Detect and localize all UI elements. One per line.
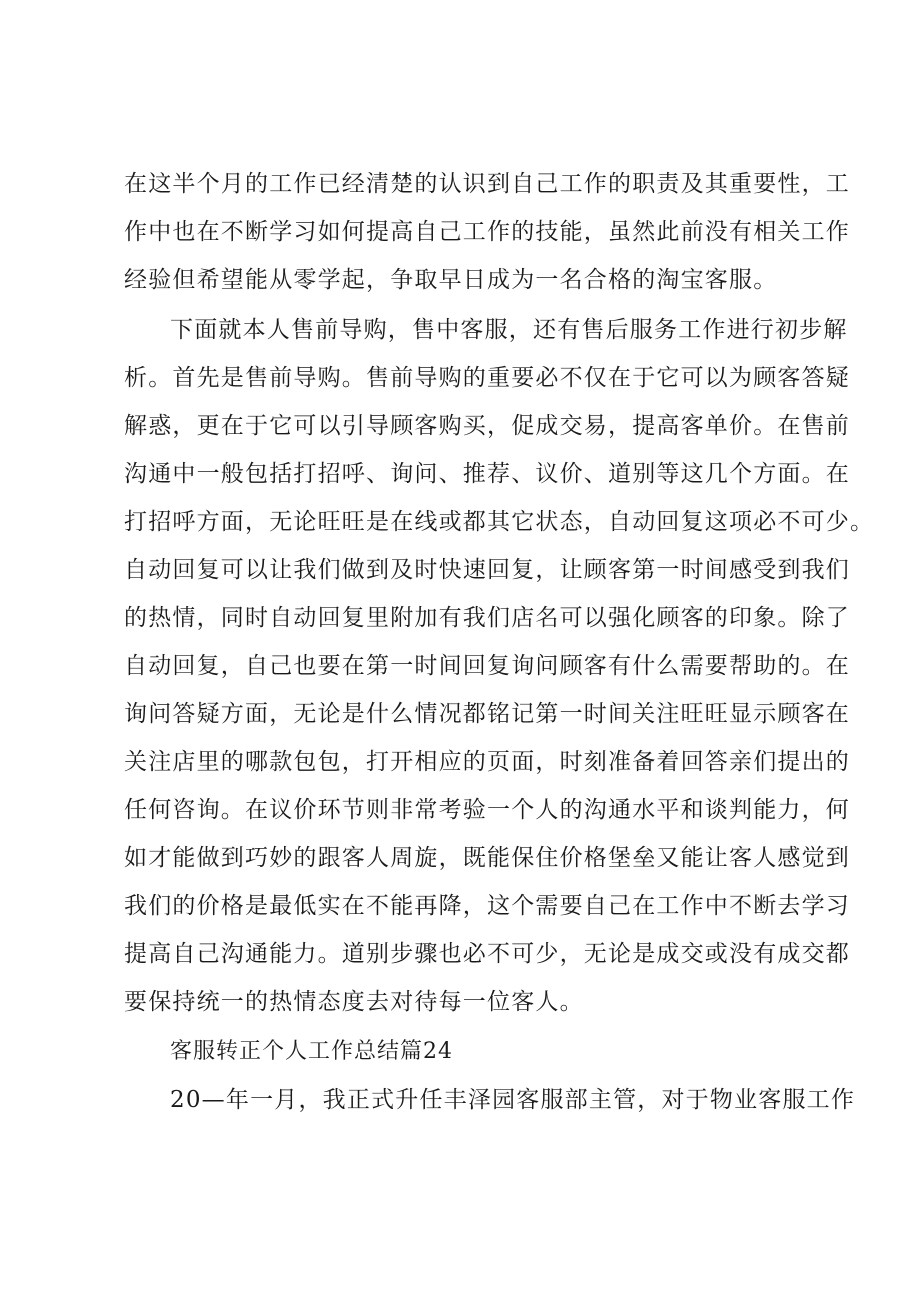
- paragraph-2-line-11: 任何咨询。在议价环节则非常考验一个人的沟通水平和谈判能力，何: [124, 797, 850, 823]
- paragraph-1-line-3: 经验但希望能从零学起，争取早日成为一名合格的淘宝客服。: [124, 267, 778, 293]
- paragraph-3-line-1: 20—年一月，我正式升任丰泽园客服部主管，对于物业客服工作: [170, 1087, 856, 1113]
- paragraph-1-line-2: 作中也在不断学习如何提高自己工作的技能，虽然此前没有相关工作: [124, 219, 850, 245]
- paragraph-2-line-8: 自动回复，自己也要在第一时间回复询问顾客有什么需要帮助的。在: [124, 653, 850, 679]
- paragraph-2-line-7: 的热情，同时自动回复里附加有我们店名可以强化顾客的印象。除了: [124, 605, 850, 631]
- paragraph-2-line-2: 析。首先是售前导购。售前导购的重要必不仅在于它可以为顾客答疑: [124, 365, 850, 391]
- section-heading: 客服转正个人工作总结篇24: [170, 1039, 453, 1064]
- paragraph-2-line-10: 关注店里的哪款包包，打开相应的页面，时刻准备着回答亲们提出的: [124, 749, 850, 775]
- paragraph-2-line-15: 要保持统一的热情态度去对待每一位客人。: [124, 989, 584, 1015]
- paragraph-2-line-5: 打招呼方面，无论旺旺是在线或都其它状态，自动回复这项必不可少。: [124, 509, 875, 535]
- paragraph-2-line-6: 自动回复可以让我们做到及时快速回复，让顾客第一时间感受到我们: [124, 557, 850, 583]
- paragraph-2-line-3: 解惑，更在于它可以引导顾客购买，促成交易，提高客单价。在售前: [124, 413, 850, 439]
- paragraph-2-line-4: 沟通中一般包括打招呼、询问、推荐、议价、道别等这几个方面。在: [124, 461, 850, 487]
- paragraph-2-line-14: 提高自己沟通能力。道别步骤也必不可少，无论是成交或没有成交都: [124, 941, 850, 967]
- paragraph-1-line-1: 在这半个月的工作已经清楚的认识到自己工作的职责及其重要性，工: [124, 171, 850, 197]
- paragraph-2-line-1: 下面就本人售前导购，售中客服，还有售后服务工作进行初步解: [170, 317, 848, 343]
- paragraph-2-line-9: 询问答疑方面，无论是什么情况都铭记第一时间关注旺旺显示顾客在: [124, 701, 850, 727]
- paragraph-2-line-12: 如才能做到巧妙的跟客人周旋，既能保住价格堡垒又能让客人感觉到: [124, 845, 850, 871]
- paragraph-2-line-13: 我们的价格是最低实在不能再降，这个需要自己在工作中不断去学习: [124, 893, 850, 919]
